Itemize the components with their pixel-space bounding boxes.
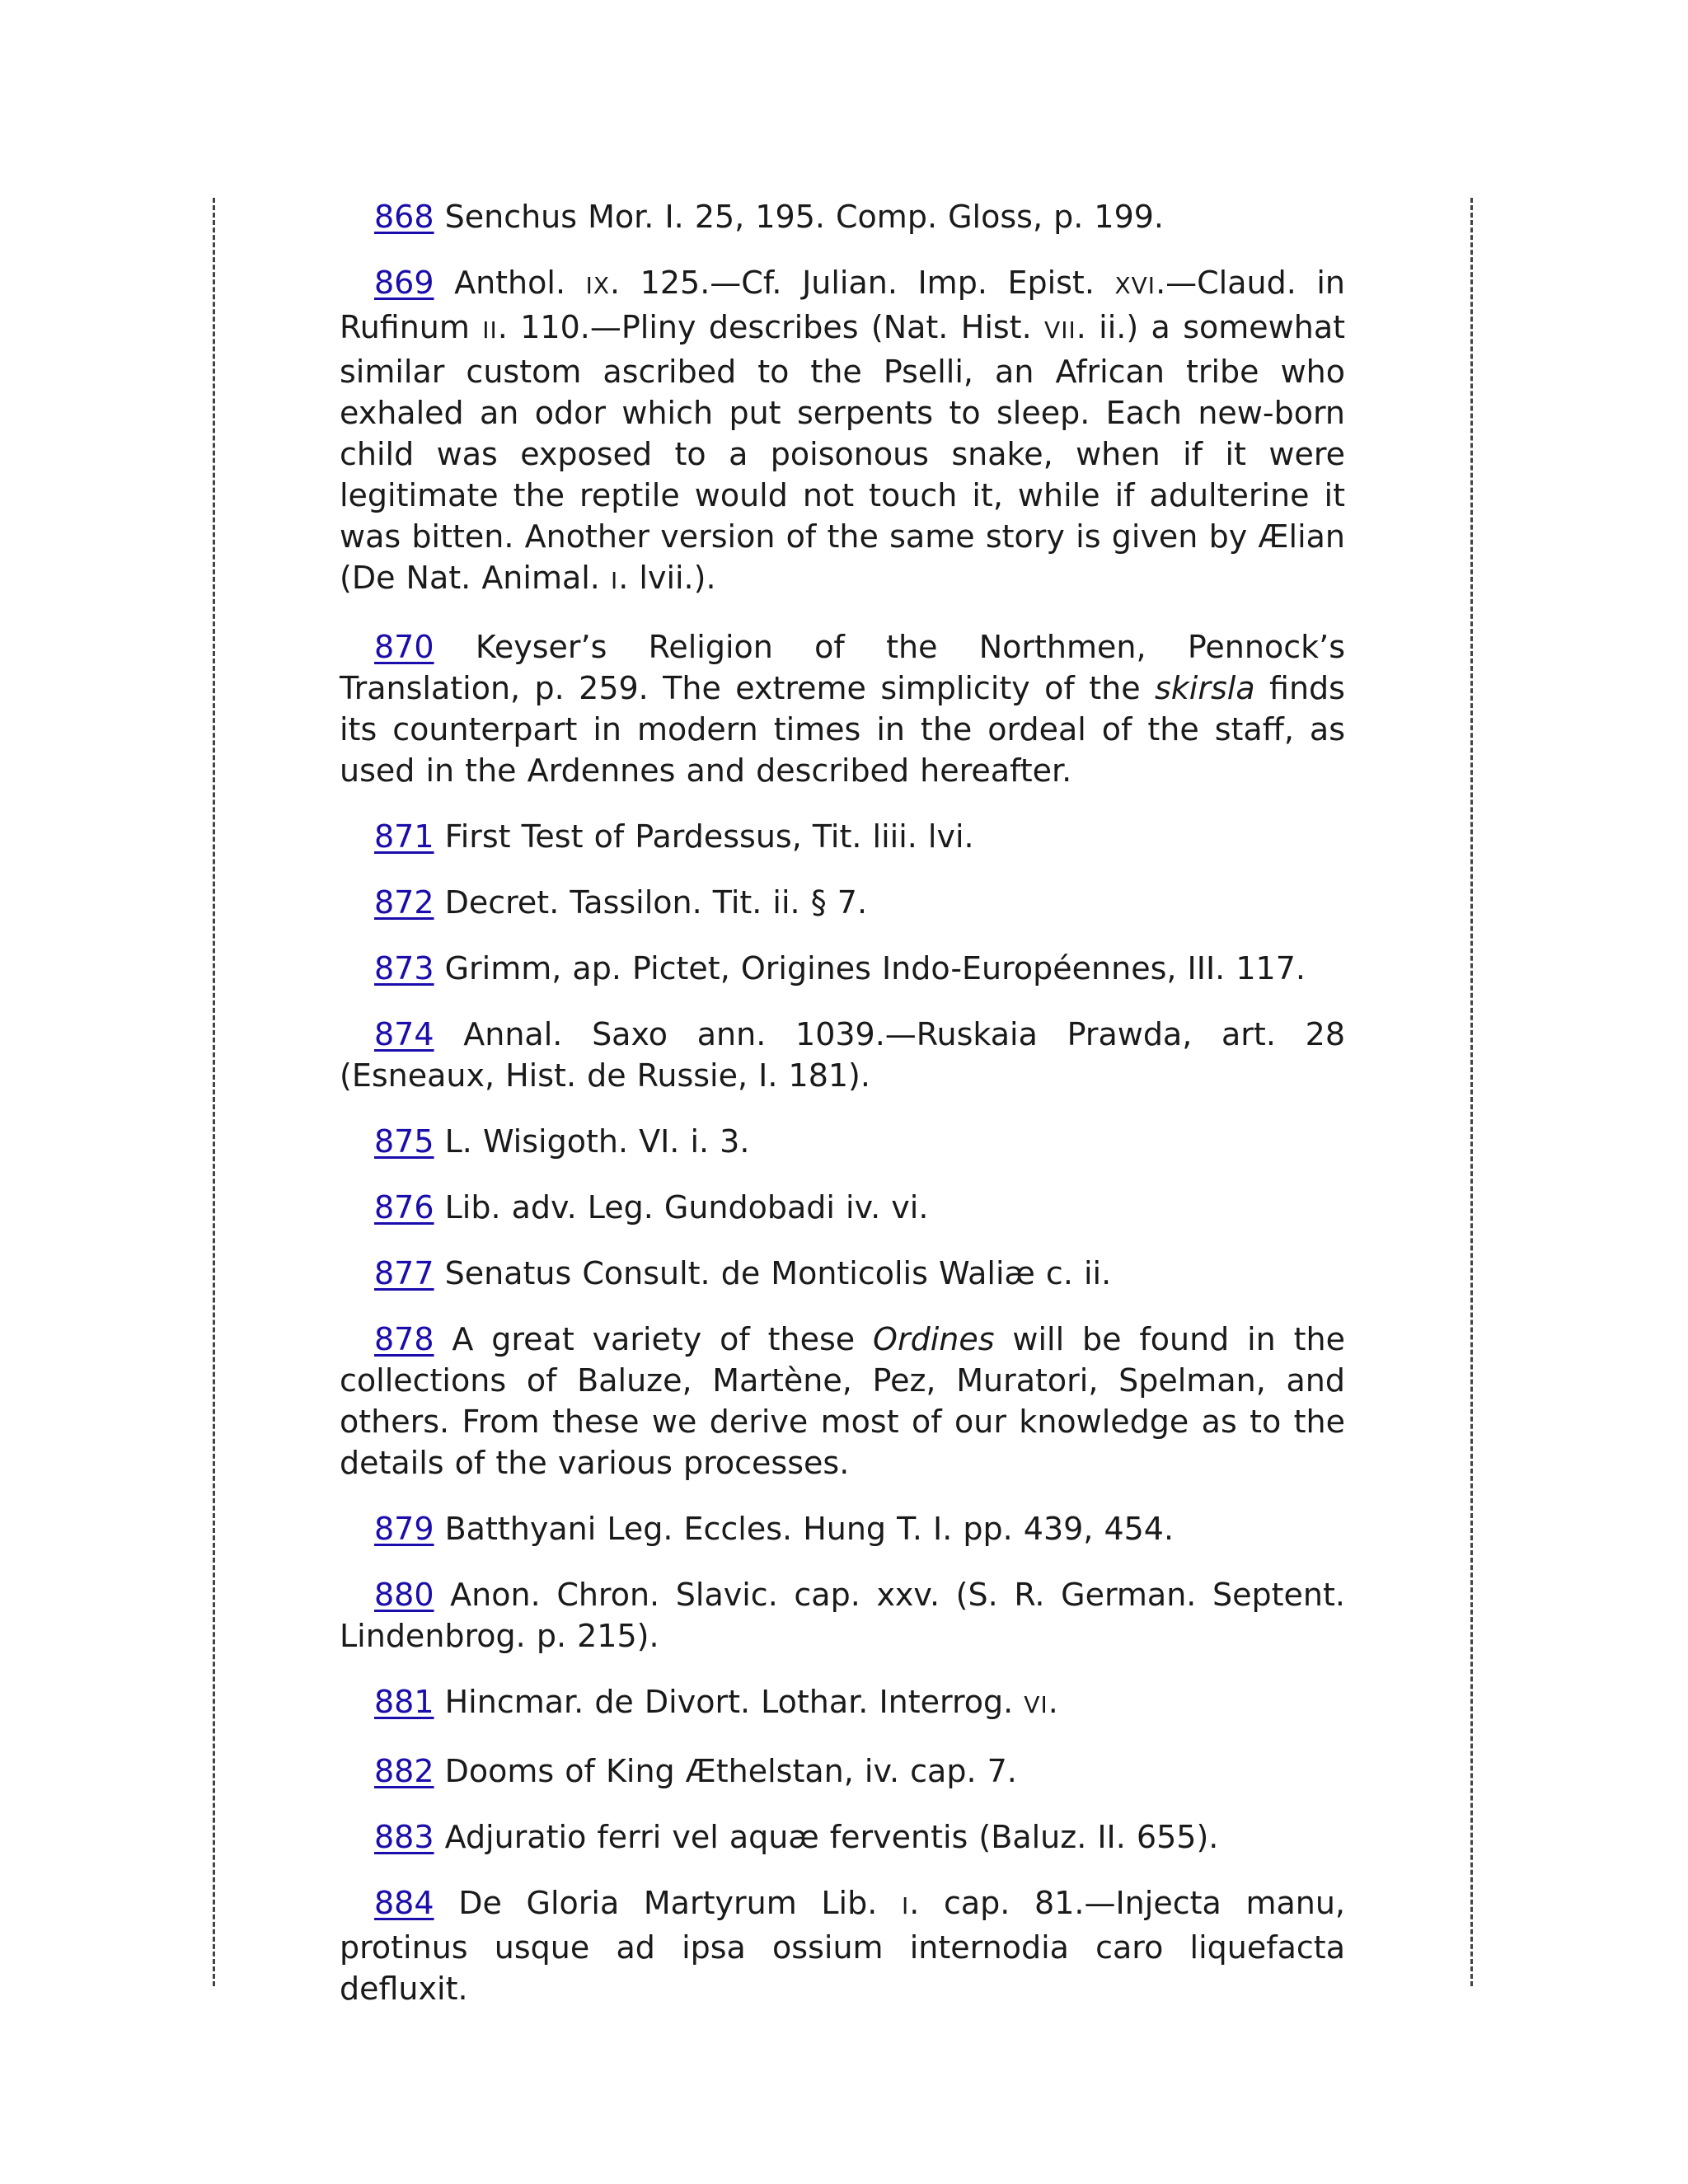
footnote-text: . 125.—Cf. Julian. Imp. Epist. <box>610 265 1115 301</box>
roman-numeral-smallcaps: I <box>901 1892 910 1919</box>
footnote-882 <box>340 1750 1345 1792</box>
footnote-text: De Gloria Martyrum Lib. <box>434 1885 902 1921</box>
footnote-ref-link[interactable]: 872 <box>374 884 434 921</box>
footnotes-list <box>340 196 1345 2034</box>
footnote-text: L. Wisigoth. VI. i. 3. <box>434 1123 750 1160</box>
footnote-876 <box>340 1187 1345 1228</box>
footnote-ref-link[interactable]: 875 <box>374 1123 434 1160</box>
footnote-ref-link[interactable]: 869 <box>374 265 434 301</box>
footnote-880 <box>340 1574 1345 1657</box>
footnote-879 <box>340 1508 1345 1549</box>
footnote-text: Senatus Consult. de Monticolis Waliæ c. ii. <box>434 1255 1112 1291</box>
footnote-text: Annal. Saxo ann. 1039.—Ruskaia Prawda, art. 28 (Esneaux, Hist. de Russie, I. 181). <box>340 1016 1345 1094</box>
footnote-869 <box>340 262 1345 602</box>
roman-numeral-smallcaps: I <box>610 567 619 594</box>
footnote-870 <box>340 626 1345 791</box>
footnote-ref-link[interactable]: 884 <box>374 1885 434 1921</box>
footnote-ref-link[interactable]: 880 <box>374 1577 434 1613</box>
roman-numeral-smallcaps: XVI <box>1114 272 1156 299</box>
footnote-text: Batthyani Leg. Eccles. Hung T. I. pp. 439, 454. <box>434 1511 1175 1547</box>
footnote-ref-link[interactable]: 879 <box>374 1511 434 1547</box>
footnote-884 <box>340 1882 1345 2009</box>
footnote-text: Senchus Mor. I. 25, 195. Comp. Gloss, p. 199. <box>434 199 1164 235</box>
footnote-871 <box>340 816 1345 857</box>
footnote-ref-link[interactable]: 882 <box>374 1753 434 1789</box>
footnote-ref-link[interactable]: 873 <box>374 950 434 987</box>
footnote-text: Adjuratio ferri vel aquæ ferventis (Baluz. II. 655). <box>434 1819 1219 1855</box>
footnote-ref-link[interactable]: 877 <box>374 1255 434 1291</box>
footnote-text: Decret. Tassilon. Tit. ii. § 7. <box>434 884 868 921</box>
footnote-883 <box>340 1816 1345 1858</box>
roman-numeral-smallcaps: VI <box>1024 1691 1048 1718</box>
footnote-text: . cap. 81.—Injecta manu, protinus usque ad ipsa ossium internodia caro liquefacta defluxit. <box>340 1885 1346 2007</box>
footnote-ref-link[interactable]: 883 <box>374 1819 434 1855</box>
footnote-ref-link[interactable]: 881 <box>374 1684 434 1720</box>
footnote-ref-link[interactable]: 876 <box>374 1189 434 1226</box>
footnote-text: finds its counterpart in modern times in the ordeal of the staff, as used in the Ardennes and described hereafter. <box>340 670 1345 789</box>
footnote-text: Keyser’s Religion of the Northmen, Pennock’s Translation, p. 259. The extreme simplicity of the <box>340 629 1345 706</box>
footnote-text: .—Claud. in Rufinum <box>340 265 1345 345</box>
footnote-text: will be found in the collections of Baluze, Martène, Pez, Muratori, Spelman, and others. From these we derive most of our knowledge as to the details of the various processes. <box>340 1321 1345 1481</box>
footnote-text: A great variety of these <box>434 1321 874 1357</box>
footnote-text: . <box>1048 1684 1058 1720</box>
footnote-text: Grimm, ap. Pictet, Origines Indo-Européennes, III. 117. <box>434 950 1306 987</box>
footnote-text: . ii.) a somewhat similar custom ascribed to the Pselli, an African tribe who exhaled an odor which put serpents to sleep. Each new-born child was exposed to a poisonous snake, when if it were legitimate the reptile would not touch it, while if adulterine it was bitten. Another version of the same story is given by Ælian (De Nat. Animal. <box>340 309 1346 596</box>
footnote-868 <box>340 196 1345 237</box>
footnote-877 <box>340 1253 1345 1294</box>
footnote-text: . lvii.). <box>618 560 716 596</box>
roman-numeral-smallcaps: II <box>482 316 498 344</box>
page-border-right <box>1470 198 1473 1986</box>
footnote-872 <box>340 882 1345 923</box>
footnote-ref-link[interactable]: 874 <box>374 1016 434 1052</box>
footnote-881 <box>340 1681 1345 1726</box>
footnote-text: Anthol. <box>434 265 586 301</box>
footnote-874 <box>340 1014 1345 1096</box>
footnote-ref-link[interactable]: 870 <box>374 629 434 665</box>
footnote-ref-link[interactable]: 871 <box>374 818 434 855</box>
footnote-text: . 110.—Pliny describes (Nat. Hist. <box>497 309 1045 345</box>
footnote-ref-link[interactable]: 878 <box>374 1321 434 1357</box>
footnote-873 <box>340 948 1345 989</box>
roman-numeral-smallcaps: IX <box>585 272 611 299</box>
footnote-875 <box>340 1121 1345 1162</box>
footnote-878 <box>340 1319 1345 1483</box>
italic-term: skirsla <box>1154 670 1255 706</box>
italic-term: Ordines <box>873 1321 995 1357</box>
footnote-ref-link[interactable]: 868 <box>374 199 434 235</box>
page-border-left <box>213 198 215 1986</box>
footnote-text: Dooms of King Æthelstan, iv. cap. 7. <box>434 1753 1017 1789</box>
footnote-text: Hincmar. de Divort. Lothar. Interrog. <box>434 1684 1025 1720</box>
roman-numeral-smallcaps: VII <box>1044 316 1076 344</box>
footnote-text: Anon. Chron. Slavic. cap. xxv. (S. R. German. Septent. Lindenbrog. p. 215). <box>340 1577 1345 1654</box>
footnote-text: First Test of Pardessus, Tit. liii. lvi. <box>434 818 974 855</box>
footnote-text: Lib. adv. Leg. Gundobadi iv. vi. <box>434 1189 929 1226</box>
